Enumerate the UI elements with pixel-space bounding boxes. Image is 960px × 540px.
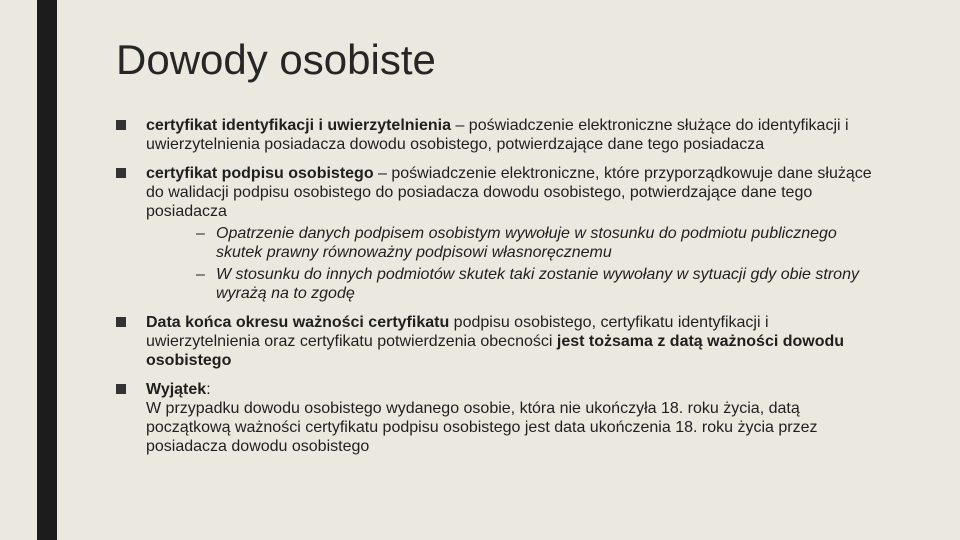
bullet-item-1: [116, 116, 876, 154]
sub-bullet-text: W stosunku do innych podmiotów skutek taki zostanie wywołany w sytuacji gdy obie strony wyrażą na to zgodę: [216, 266, 859, 302]
dash-bullet-icon: –: [196, 225, 205, 242]
bullet-list: [116, 116, 876, 466]
bullet-text: W przypadku dowodu osobistego wydanego osobie, która nie ukończyła 18. roku życia, datą początkową ważności certyfikatu podpisu osobistego jest data ukończenia 18. roku życia przez posiadacza dowodu osobistego: [146, 400, 818, 455]
bullet-term: Data końca okresu ważności certyfikatu: [146, 314, 450, 331]
bullet-term: certyfikat identyfikacji i uwierzytelnienia: [146, 117, 451, 134]
square-bullet-icon: [116, 168, 126, 178]
bullet-item-3: [116, 313, 876, 370]
dash-bullet-icon: –: [196, 266, 205, 283]
bullet-term: Wyjątek: [146, 381, 207, 398]
bullet-item-4: [116, 380, 876, 456]
sub-bullet-2: [146, 265, 876, 303]
bullet-colon: :: [206, 381, 211, 398]
square-bullet-icon: [116, 120, 126, 130]
square-bullet-icon: [116, 317, 126, 327]
bullet-text: podpisu osobistego, certyfikatu identyfikacji i uwierzytelnienia oraz certyfikatu potwierdzenia obecności: [146, 314, 769, 350]
sub-bullet-1: [146, 224, 876, 262]
square-bullet-icon: [116, 384, 126, 394]
bullet-term: certyfikat podpisu osobistego: [146, 165, 374, 182]
slide-title: Dowody osobiste: [116, 36, 436, 83]
bullet-text: – poświadczenie elektroniczne, które przyporządkowuje dane służące do walidacji podpisu osobistego do posiadacza dowodu osobistego, potwierdzające dane tego posiadacza: [146, 165, 872, 220]
side-accent-bar: [37, 0, 57, 540]
bullet-item-2: [116, 164, 876, 303]
sub-bullet-text: Opatrzenie danych podpisem osobistym wywołuje w stosunku do podmiotu publicznego skutek prawny równoważny podpisowi własnoręcznemu: [216, 225, 837, 261]
bullet-text: – poświadczenie elektroniczne służące do identyfikacji i uwierzytelnienia posiadacza dowodu osobistego, potwierdzające dane tego posiadacza: [146, 117, 849, 153]
bullet-emphasis: jest tożsama z datą ważności dowodu osobistego: [146, 333, 845, 369]
